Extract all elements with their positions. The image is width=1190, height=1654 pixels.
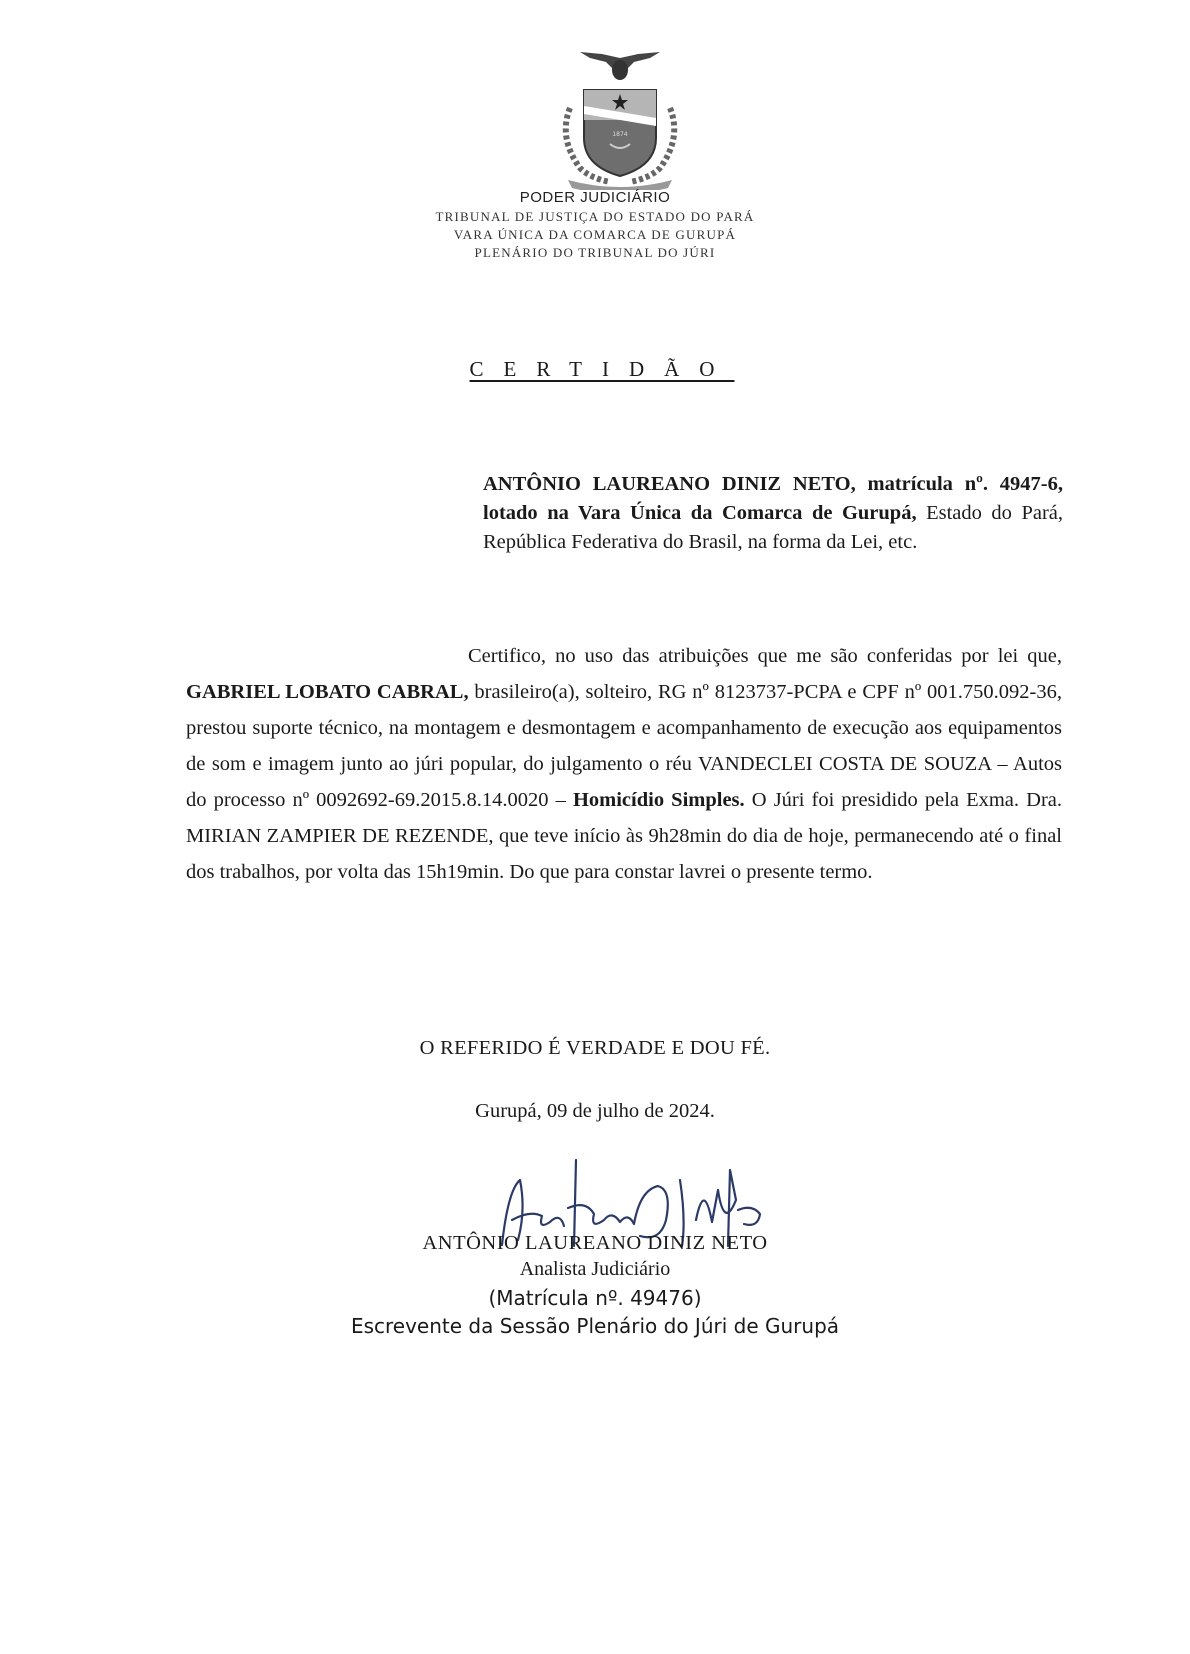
place-date: Gurupá, 09 de julho de 2024. (475, 1100, 715, 1122)
svg-text:1874: 1874 (612, 131, 628, 138)
header-court: TRIBUNAL DE JUSTIÇA DO ESTADO DO PARÁ (435, 209, 755, 224)
signatory-registration: (Matrícula nº. 49476) (488, 1286, 702, 1310)
header-district: VARA ÚNICA DA COMARCA DE GURUPÁ (453, 227, 737, 242)
body-part-2: brasileiro(a), solteiro, RG nº 8123737-PCPA e CPF nº 001.750.092-36, prestou suporte técnico, na montagem e desmontagem e acompanhamento de execução aos equipamentos de som e imagem junto ao júri popular, do julgamento o réu VANDECLEI COSTA DE SOUZA – Autos do processo nº 0092692-69.2015.8.14.0020 – (186, 681, 1063, 811)
preamble-bold: ANTÔNIO LAUREANO DINIZ NETO, matrícula nº. 4947-6, lotado na Vara Única da Comarca de Gurupá, (483, 473, 1063, 524)
header-institution: PODER JUDICIÁRIO (519, 189, 671, 206)
signatory-role: Analista Judiciário (519, 1258, 671, 1280)
signatory-function: Escrevente da Sessão Plenário do Júri de Gurupá (350, 1314, 840, 1338)
body-part-3: O Júri foi presidido pela Exma. Dra. MIRIAN ZAMPIER DE REZENDE, que teve início às 9h28min do dia de hoje, permanecendo até o final dos trabalhos, por volta das 15h19min. Do que para constar lavrei o presente termo. (186, 789, 1062, 883)
coat-of-arms-icon (550, 48, 690, 190)
preamble-rest: Estado do Pará, República Federativa do Brasil, na forma da Lei, etc. (483, 502, 1063, 553)
body-part-1: Certifico, no uso das atribuições que me são conferidas por lei que, (468, 645, 1062, 667)
closing-statement: O REFERIDO É VERDADE E DOU FÉ. (419, 1037, 771, 1059)
body-paragraph (186, 638, 1062, 890)
header-plenary: PLENÁRIO DO TRIBUNAL DO JÚRI (474, 245, 716, 260)
body-crime: Homicídio Simples. (572, 789, 745, 811)
preamble-paragraph (483, 470, 1063, 557)
body-name: GABRIEL LOBATO CABRAL, (186, 681, 469, 703)
document-title: CERTIDÃO (469, 357, 735, 381)
signatory-name: ANTÔNIO LAUREANO DINIZ NETO (422, 1232, 768, 1254)
